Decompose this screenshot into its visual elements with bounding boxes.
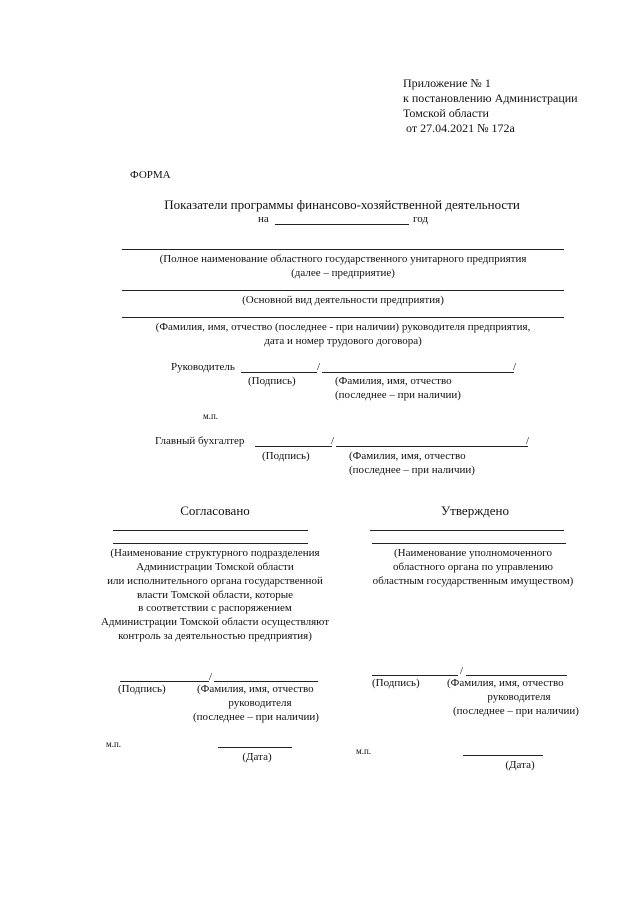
- name-caption: (последнее – при наличии): [349, 464, 475, 476]
- approved-date-field[interactable]: [463, 755, 543, 756]
- page-title: Показатели программы финансово-хозяйственной деятельности: [164, 197, 520, 212]
- name-caption: (последнее – при наличии): [335, 389, 461, 401]
- name-caption: (последнее – при наличии): [193, 711, 319, 723]
- date-caption: (Дата): [505, 759, 535, 771]
- signature-caption: (Подпись): [262, 450, 310, 462]
- enterprise-caption: (далее – предприятие): [291, 267, 395, 279]
- accountant-label: Главный бухгалтер: [155, 435, 245, 447]
- enterprise-name-field[interactable]: [122, 249, 564, 250]
- year-field[interactable]: [275, 224, 409, 225]
- appendix-line: Томской области: [403, 106, 489, 120]
- appendix-line: от 27.04.2021 № 172а: [403, 121, 515, 135]
- slash: /: [209, 671, 213, 683]
- activity-field[interactable]: [122, 290, 564, 291]
- slash: /: [513, 361, 517, 373]
- agreed-caption: (Наименование структурного подразделения: [110, 547, 320, 559]
- head-info-field[interactable]: [122, 317, 564, 318]
- slash: /: [526, 435, 530, 447]
- agreed-caption: в соответствии с распоряжением: [138, 602, 292, 614]
- stamp-label: м.п.: [203, 411, 219, 421]
- name-caption: руководителя: [487, 691, 551, 703]
- slash: /: [317, 361, 321, 373]
- approved-field[interactable]: [372, 543, 566, 544]
- head-caption: дата и номер трудового договора): [264, 335, 422, 347]
- head-label: Руководитель: [171, 361, 235, 373]
- slash: /: [460, 665, 464, 677]
- form-label: ФОРМА: [130, 169, 171, 181]
- stamp-label: м.п.: [106, 739, 122, 749]
- stamp-label: м.п.: [356, 746, 372, 756]
- agreed-caption: Администрации Томской области: [136, 561, 294, 573]
- agreed-caption: власти Томской области, которые: [136, 589, 294, 601]
- date-caption: (Дата): [242, 751, 272, 763]
- head-caption: (Фамилия, имя, отчество (последнее - при наличии) руководителя предприятия,: [155, 321, 531, 333]
- agreed-caption: Администрации Томской области осуществляют: [100, 616, 330, 628]
- year-suffix: год: [413, 213, 429, 225]
- head-signature-field[interactable]: [241, 372, 317, 373]
- accountant-name-field[interactable]: [336, 446, 528, 447]
- slash: /: [331, 435, 335, 447]
- agreed-date-field[interactable]: [218, 747, 292, 748]
- agreed-field[interactable]: [113, 543, 308, 544]
- name-caption: (последнее – при наличии): [453, 705, 579, 717]
- approved-field[interactable]: [370, 530, 564, 531]
- name-caption: (Фамилия, имя, отчество: [197, 683, 314, 695]
- signature-caption: (Подпись): [248, 375, 296, 387]
- enterprise-caption: (Полное наименование областного государственного унитарного предприятия: [159, 253, 527, 265]
- signature-caption: (Подпись): [372, 677, 420, 689]
- accountant-signature-field[interactable]: [255, 446, 332, 447]
- activity-caption: (Основной вид деятельности предприятия): [242, 294, 444, 306]
- approved-caption: областным государственным имуществом): [372, 575, 574, 587]
- approved-caption: областного органа по управлению: [393, 561, 553, 573]
- agreed-caption: контроль за деятельностью предприятия): [118, 630, 312, 642]
- head-name-field[interactable]: [322, 372, 514, 373]
- agreed-heading: Согласовано: [180, 503, 250, 518]
- agreed-caption: или исполнительного органа государственной: [107, 575, 323, 587]
- appendix-line: к постановлению Администрации: [403, 91, 578, 105]
- name-caption: руководителя: [228, 697, 292, 709]
- agreed-field[interactable]: [113, 530, 308, 531]
- name-caption: (Фамилия, имя, отчество: [335, 375, 452, 387]
- approved-heading: Утверждено: [440, 503, 510, 518]
- name-caption: (Фамилия, имя, отчество: [447, 677, 564, 689]
- year-prefix: на: [258, 213, 269, 225]
- name-caption: (Фамилия, имя, отчество: [349, 450, 466, 462]
- signature-caption: (Подпись): [118, 683, 166, 695]
- approved-caption: (Наименование уполномоченного: [394, 547, 552, 559]
- appendix-line: Приложение № 1: [403, 76, 491, 90]
